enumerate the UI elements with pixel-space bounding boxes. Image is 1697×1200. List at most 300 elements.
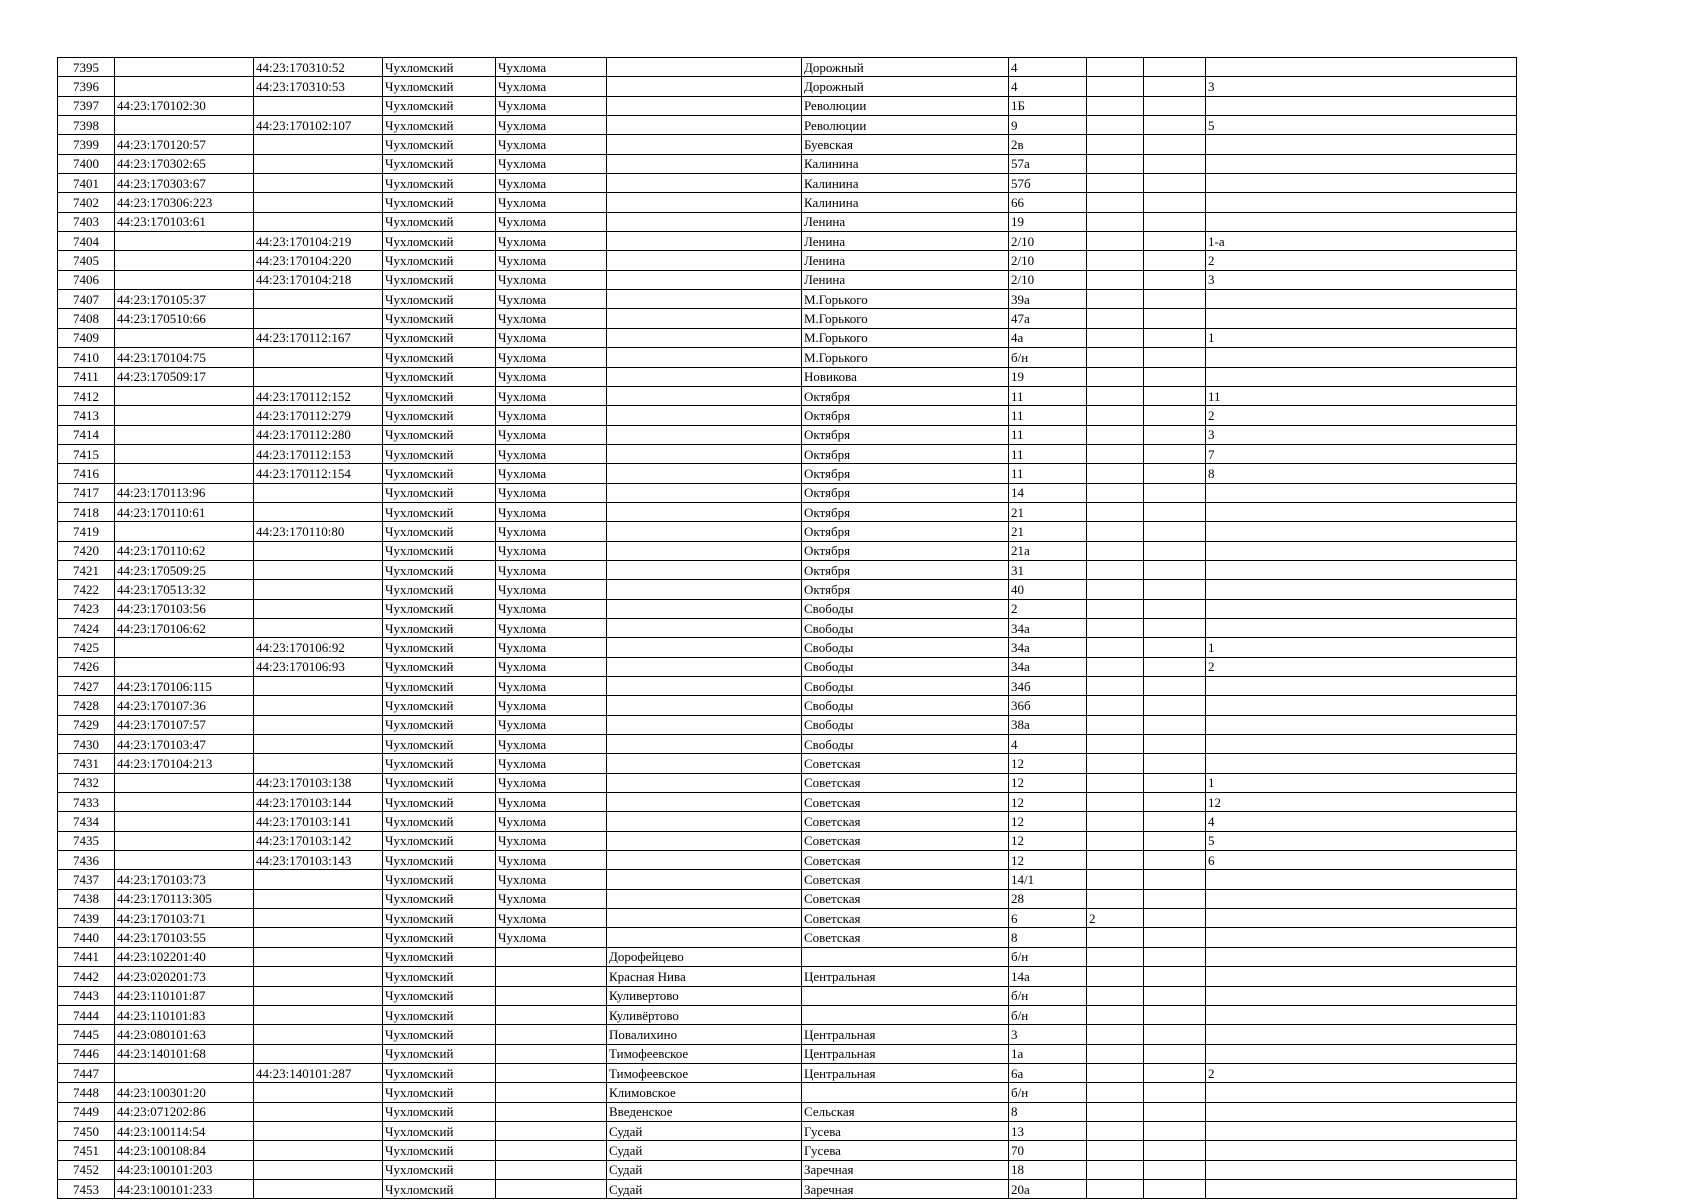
apartment-cell [1206, 522, 1517, 541]
settlement-cell [607, 522, 802, 541]
street-cell: Новикова [802, 367, 1009, 386]
apartment-cell [1206, 677, 1517, 696]
town-cell [496, 947, 607, 966]
row-number-cell: 7410 [58, 348, 115, 367]
town-cell: Чухлома [496, 599, 607, 618]
district-cell: Чухломский [383, 483, 496, 502]
house-cell: б/н [1009, 1083, 1087, 1102]
district-cell: Чухломский [383, 870, 496, 889]
structure-cell [1144, 212, 1206, 231]
district-cell: Чухломский [383, 889, 496, 908]
settlement-cell [607, 793, 802, 812]
table-row [58, 1141, 1517, 1160]
settlement-cell [607, 77, 802, 96]
building-cell [1087, 1179, 1144, 1198]
street-cell: Октября [802, 406, 1009, 425]
town-cell [496, 1063, 607, 1082]
town-cell: Чухлома [496, 502, 607, 521]
apartment-cell [1206, 193, 1517, 212]
structure-cell [1144, 831, 1206, 850]
street-cell: Октября [802, 444, 1009, 463]
building-cell [1087, 560, 1144, 579]
district-cell: Чухломский [383, 193, 496, 212]
house-cell: 6а [1009, 1063, 1087, 1082]
district-cell: Чухломский [383, 135, 496, 154]
cadastral-number-alt-cell [254, 1083, 383, 1102]
settlement-cell [607, 851, 802, 870]
structure-cell [1144, 367, 1206, 386]
building-cell [1087, 715, 1144, 734]
street-cell: М.Горького [802, 328, 1009, 347]
apartment-cell [1206, 928, 1517, 947]
street-cell [802, 1083, 1009, 1102]
building-cell [1087, 580, 1144, 599]
cadastral-number-cell: 44:23:170103:73 [115, 870, 254, 889]
settlement-cell [607, 58, 802, 77]
cadastral-number-cell: 44:23:170103:71 [115, 909, 254, 928]
town-cell: Чухлома [496, 541, 607, 560]
town-cell: Чухлома [496, 696, 607, 715]
house-cell: б/н [1009, 947, 1087, 966]
structure-cell [1144, 251, 1206, 270]
settlement-cell [607, 348, 802, 367]
cadastral-number-cell: 44:23:020201:73 [115, 967, 254, 986]
building-cell [1087, 348, 1144, 367]
structure-cell [1144, 1160, 1206, 1179]
district-cell: Чухломский [383, 502, 496, 521]
district-cell: Чухломский [383, 154, 496, 173]
cadastral-number-alt-cell [254, 754, 383, 773]
district-cell: Чухломский [383, 309, 496, 328]
town-cell: Чухлома [496, 638, 607, 657]
settlement-cell [607, 154, 802, 173]
town-cell: Чухлома [496, 232, 607, 251]
table-row [58, 309, 1517, 328]
table-row [58, 522, 1517, 541]
row-number-cell: 7415 [58, 444, 115, 463]
house-cell: 18 [1009, 1160, 1087, 1179]
settlement-cell: Климовское [607, 1083, 802, 1102]
structure-cell [1144, 483, 1206, 502]
settlement-cell [607, 773, 802, 792]
apartment-cell [1206, 1025, 1517, 1044]
house-cell: б/н [1009, 1005, 1087, 1024]
street-cell: Заречная [802, 1160, 1009, 1179]
town-cell: Чухлома [496, 77, 607, 96]
building-cell [1087, 754, 1144, 773]
town-cell: Чухлома [496, 851, 607, 870]
town-cell: Чухлома [496, 889, 607, 908]
settlement-cell [607, 560, 802, 579]
table-row [58, 270, 1517, 289]
apartment-cell [1206, 599, 1517, 618]
table-row [58, 116, 1517, 135]
structure-cell [1144, 870, 1206, 889]
district-cell: Чухломский [383, 928, 496, 947]
settlement-cell [607, 193, 802, 212]
street-cell: Советская [802, 754, 1009, 773]
apartment-cell [1206, 1160, 1517, 1179]
building-cell [1087, 986, 1144, 1005]
cadastral-number-alt-cell [254, 560, 383, 579]
street-cell: Гусева [802, 1141, 1009, 1160]
cadastral-number-cell: 44:23:110101:83 [115, 1005, 254, 1024]
cadastral-number-cell: 44:23:100101:233 [115, 1179, 254, 1198]
settlement-cell [607, 174, 802, 193]
apartment-cell: 5 [1206, 116, 1517, 135]
settlement-cell [607, 483, 802, 502]
house-cell: 12 [1009, 793, 1087, 812]
row-number-cell: 7433 [58, 793, 115, 812]
table-row [58, 715, 1517, 734]
building-cell [1087, 1160, 1144, 1179]
street-cell: М.Горького [802, 290, 1009, 309]
settlement-cell: Судай [607, 1179, 802, 1198]
apartment-cell [1206, 58, 1517, 77]
row-number-cell: 7414 [58, 425, 115, 444]
cadastral-number-cell [115, 58, 254, 77]
apartment-cell: 1 [1206, 328, 1517, 347]
apartment-cell [1206, 212, 1517, 231]
cadastral-number-cell: 44:23:170103:47 [115, 735, 254, 754]
building-cell [1087, 290, 1144, 309]
cadastral-number-cell: 44:23:170509:17 [115, 367, 254, 386]
town-cell: Чухлома [496, 657, 607, 676]
house-cell: 4 [1009, 77, 1087, 96]
town-cell: Чухлома [496, 58, 607, 77]
cadastral-number-cell: 44:23:170102:30 [115, 96, 254, 115]
house-cell: 4 [1009, 58, 1087, 77]
settlement-cell: Введенское [607, 1102, 802, 1121]
street-cell: М.Горького [802, 348, 1009, 367]
district-cell: Чухломский [383, 1141, 496, 1160]
settlement-cell: Куливертово [607, 986, 802, 1005]
building-cell [1087, 58, 1144, 77]
row-number-cell: 7422 [58, 580, 115, 599]
street-cell: Советская [802, 831, 1009, 850]
cadastral-number-alt-cell [254, 1025, 383, 1044]
town-cell: Чухлома [496, 715, 607, 734]
street-cell: Сельская [802, 1102, 1009, 1121]
row-number-cell: 7452 [58, 1160, 115, 1179]
cadastral-number-alt-cell [254, 348, 383, 367]
building-cell [1087, 522, 1144, 541]
district-cell: Чухломский [383, 116, 496, 135]
building-cell [1087, 502, 1144, 521]
district-cell: Чухломский [383, 1044, 496, 1063]
cadastral-number-cell [115, 77, 254, 96]
cadastral-number-alt-cell: 44:23:170104:219 [254, 232, 383, 251]
building-cell [1087, 367, 1144, 386]
cadastral-number-cell: 44:23:170113:96 [115, 483, 254, 502]
house-cell: 2/10 [1009, 251, 1087, 270]
cadastral-number-cell: 44:23:170104:213 [115, 754, 254, 773]
cadastral-number-alt-cell [254, 1141, 383, 1160]
settlement-cell [607, 367, 802, 386]
table-row [58, 696, 1517, 715]
table-row [58, 328, 1517, 347]
district-cell: Чухломский [383, 715, 496, 734]
town-cell: Чухлома [496, 522, 607, 541]
structure-cell [1144, 735, 1206, 754]
apartment-cell [1206, 502, 1517, 521]
table-row [58, 386, 1517, 405]
settlement-cell [607, 135, 802, 154]
cadastral-number-alt-cell [254, 947, 383, 966]
table-row [58, 77, 1517, 96]
cadastral-number-alt-cell: 44:23:170103:141 [254, 812, 383, 831]
cadastral-number-cell: 44:23:170106:62 [115, 618, 254, 637]
table-row [58, 444, 1517, 463]
town-cell [496, 1141, 607, 1160]
district-cell: Чухломский [383, 1063, 496, 1082]
district-cell: Чухломский [383, 967, 496, 986]
cadastral-number-cell: 44:23:170510:66 [115, 309, 254, 328]
street-cell: Калинина [802, 154, 1009, 173]
district-cell: Чухломский [383, 464, 496, 483]
cadastral-number-alt-cell [254, 677, 383, 696]
structure-cell [1144, 677, 1206, 696]
town-cell: Чухлома [496, 193, 607, 212]
settlement-cell: Красная Нива [607, 967, 802, 986]
apartment-cell: 11 [1206, 386, 1517, 405]
house-cell: 66 [1009, 193, 1087, 212]
apartment-cell [1206, 1044, 1517, 1063]
district-cell: Чухломский [383, 735, 496, 754]
building-cell [1087, 851, 1144, 870]
building-cell [1087, 793, 1144, 812]
cadastral-number-cell: 44:23:170120:57 [115, 135, 254, 154]
house-cell: 38а [1009, 715, 1087, 734]
row-number-cell: 7438 [58, 889, 115, 908]
settlement-cell [607, 541, 802, 560]
town-cell: Чухлома [496, 735, 607, 754]
apartment-cell [1206, 367, 1517, 386]
building-cell [1087, 270, 1144, 289]
structure-cell [1144, 618, 1206, 637]
district-cell: Чухломский [383, 1121, 496, 1140]
structure-cell [1144, 1044, 1206, 1063]
house-cell: 21 [1009, 522, 1087, 541]
building-cell [1087, 1005, 1144, 1024]
cadastral-number-alt-cell [254, 1121, 383, 1140]
settlement-cell [607, 290, 802, 309]
table-row [58, 174, 1517, 193]
cadastral-number-alt-cell [254, 135, 383, 154]
house-cell: 36б [1009, 696, 1087, 715]
street-cell: Свободы [802, 677, 1009, 696]
apartment-cell: 2 [1206, 1063, 1517, 1082]
cadastral-number-alt-cell [254, 1044, 383, 1063]
building-cell [1087, 174, 1144, 193]
house-cell: 12 [1009, 773, 1087, 792]
cadastral-number-alt-cell: 44:23:170112:153 [254, 444, 383, 463]
house-cell: 39а [1009, 290, 1087, 309]
house-cell: 8 [1009, 928, 1087, 947]
street-cell: Калинина [802, 193, 1009, 212]
row-number-cell: 7413 [58, 406, 115, 425]
cadastral-number-cell: 44:23:170103:61 [115, 212, 254, 231]
row-number-cell: 7417 [58, 483, 115, 502]
district-cell: Чухломский [383, 270, 496, 289]
building-cell [1087, 77, 1144, 96]
cadastral-number-cell [115, 386, 254, 405]
cadastral-number-cell [115, 851, 254, 870]
row-number-cell: 7420 [58, 541, 115, 560]
house-cell: 28 [1009, 889, 1087, 908]
district-cell: Чухломский [383, 348, 496, 367]
house-cell: 4а [1009, 328, 1087, 347]
cadastral-number-alt-cell: 44:23:170112:280 [254, 425, 383, 444]
town-cell: Чухлома [496, 309, 607, 328]
house-cell: 21а [1009, 541, 1087, 560]
town-cell: Чухлома [496, 290, 607, 309]
district-cell: Чухломский [383, 831, 496, 850]
apartment-cell [1206, 1179, 1517, 1198]
town-cell: Чухлома [496, 270, 607, 289]
table-row [58, 638, 1517, 657]
cadastral-number-alt-cell: 44:23:170106:92 [254, 638, 383, 657]
settlement-cell [607, 735, 802, 754]
town-cell: Чухлома [496, 909, 607, 928]
table-row [58, 406, 1517, 425]
town-cell: Чухлома [496, 174, 607, 193]
street-cell: Центральная [802, 1044, 1009, 1063]
building-cell [1087, 154, 1144, 173]
street-cell [802, 986, 1009, 1005]
row-number-cell: 7441 [58, 947, 115, 966]
cadastral-number-cell: 44:23:170306:223 [115, 193, 254, 212]
house-cell: 57а [1009, 154, 1087, 173]
town-cell: Чухлома [496, 831, 607, 850]
building-cell [1087, 212, 1144, 231]
apartment-cell [1206, 309, 1517, 328]
row-number-cell: 7434 [58, 812, 115, 831]
settlement-cell [607, 309, 802, 328]
district-cell: Чухломский [383, 1005, 496, 1024]
cadastral-number-cell: 44:23:102201:40 [115, 947, 254, 966]
street-cell: Советская [802, 851, 1009, 870]
structure-cell [1144, 232, 1206, 251]
house-cell: 9 [1009, 116, 1087, 135]
structure-cell [1144, 193, 1206, 212]
building-cell [1087, 328, 1144, 347]
district-cell: Чухломский [383, 290, 496, 309]
town-cell: Чухлома [496, 483, 607, 502]
table-row [58, 502, 1517, 521]
cadastral-number-cell: 44:23:140101:68 [115, 1044, 254, 1063]
settlement-cell: Судай [607, 1121, 802, 1140]
row-number-cell: 7402 [58, 193, 115, 212]
apartment-cell: 5 [1206, 831, 1517, 850]
district-cell: Чухломский [383, 58, 496, 77]
table-row [58, 1063, 1517, 1082]
street-cell: Калинина [802, 174, 1009, 193]
cadastral-number-alt-cell: 44:23:170103:144 [254, 793, 383, 812]
building-cell [1087, 677, 1144, 696]
house-cell: 14а [1009, 967, 1087, 986]
row-number-cell: 7419 [58, 522, 115, 541]
cadastral-number-alt-cell: 44:23:170112:279 [254, 406, 383, 425]
building-cell [1087, 889, 1144, 908]
apartment-cell: 3 [1206, 270, 1517, 289]
table-row [58, 967, 1517, 986]
house-cell: 12 [1009, 851, 1087, 870]
structure-cell [1144, 1025, 1206, 1044]
cadastral-number-cell [115, 793, 254, 812]
cadastral-number-cell: 44:23:170113:305 [115, 889, 254, 908]
settlement-cell [607, 386, 802, 405]
cadastral-number-cell: 44:23:170105:37 [115, 290, 254, 309]
cadastral-number-alt-cell [254, 1179, 383, 1198]
street-cell: Советская [802, 773, 1009, 792]
town-cell: Чухлома [496, 154, 607, 173]
town-cell: Чухлома [496, 386, 607, 405]
building-cell [1087, 116, 1144, 135]
district-cell: Чухломский [383, 696, 496, 715]
house-cell: 70 [1009, 1141, 1087, 1160]
table-row [58, 1005, 1517, 1024]
apartment-cell [1206, 735, 1517, 754]
registry-rows [58, 58, 1517, 1199]
structure-cell [1144, 386, 1206, 405]
town-cell [496, 967, 607, 986]
cadastral-number-cell: 44:23:100108:84 [115, 1141, 254, 1160]
cadastral-number-cell: 44:23:110101:87 [115, 986, 254, 1005]
house-cell: 1Б [1009, 96, 1087, 115]
apartment-cell: 1-а [1206, 232, 1517, 251]
settlement-cell [607, 251, 802, 270]
row-number-cell: 7424 [58, 618, 115, 637]
town-cell: Чухлома [496, 560, 607, 579]
structure-cell [1144, 96, 1206, 115]
table-row [58, 348, 1517, 367]
row-number-cell: 7405 [58, 251, 115, 270]
table-row [58, 483, 1517, 502]
cadastral-number-alt-cell [254, 928, 383, 947]
street-cell: Октября [802, 425, 1009, 444]
town-cell: Чухлома [496, 870, 607, 889]
district-cell: Чухломский [383, 677, 496, 696]
street-cell: Октября [802, 541, 1009, 560]
building-cell [1087, 1083, 1144, 1102]
table-row [58, 96, 1517, 115]
row-number-cell: 7448 [58, 1083, 115, 1102]
row-number-cell: 7429 [58, 715, 115, 734]
cadastral-number-alt-cell: 44:23:170103:142 [254, 831, 383, 850]
cadastral-number-cell: 44:23:170110:61 [115, 502, 254, 521]
table-row [58, 889, 1517, 908]
cadastral-number-cell: 44:23:100114:54 [115, 1121, 254, 1140]
district-cell: Чухломский [383, 618, 496, 637]
house-cell: 40 [1009, 580, 1087, 599]
house-cell: 57б [1009, 174, 1087, 193]
house-cell: 2в [1009, 135, 1087, 154]
town-cell: Чухлома [496, 677, 607, 696]
row-number-cell: 7403 [58, 212, 115, 231]
table-row [58, 947, 1517, 966]
row-number-cell: 7416 [58, 464, 115, 483]
row-number-cell: 7453 [58, 1179, 115, 1198]
row-number-cell: 7440 [58, 928, 115, 947]
town-cell [496, 1102, 607, 1121]
cadastral-number-alt-cell: 44:23:170102:107 [254, 116, 383, 135]
structure-cell [1144, 851, 1206, 870]
table-row [58, 1083, 1517, 1102]
structure-cell [1144, 290, 1206, 309]
cadastral-number-alt-cell: 44:23:170103:138 [254, 773, 383, 792]
street-cell: Свободы [802, 618, 1009, 637]
